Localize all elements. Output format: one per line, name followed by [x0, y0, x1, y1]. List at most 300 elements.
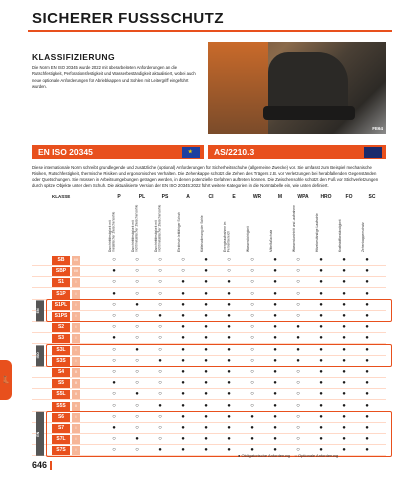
optional-dot-icon: ○	[158, 425, 162, 431]
mandatory-dot-icon: ●	[342, 313, 346, 319]
mandatory-dot-icon: ●	[273, 257, 277, 263]
mandatory-dot-icon: ●	[135, 436, 139, 443]
mandatory-dot-icon: ●	[238, 453, 241, 458]
mandatory-dot-icon: ●	[365, 301, 369, 308]
mandatory-dot-icon: ●	[319, 290, 323, 297]
mandatory-dot-icon: ●	[296, 346, 300, 353]
mandatory-dot-icon: ●	[319, 380, 323, 387]
mandatory-dot-icon: ●	[112, 290, 116, 297]
optional-dot-icon: ○	[296, 436, 300, 443]
column-code-e: E	[232, 194, 236, 200]
mandatory-dot-icon: ●	[227, 413, 231, 420]
side-strip	[0, 0, 22, 480]
mandatory-dot-icon: ●	[204, 301, 208, 308]
mandatory-dot-icon: ●	[158, 357, 162, 364]
mandatory-dot-icon: ●	[342, 335, 346, 342]
mandatory-dot-icon: ●	[181, 369, 185, 375]
mandatory-dot-icon: ●	[204, 290, 208, 297]
optional-dot-icon: ○	[250, 290, 254, 297]
mandatory-dot-icon: ●	[227, 290, 231, 297]
optional-dot-icon: ○	[294, 453, 297, 458]
mandatory-dot-icon: ●	[181, 436, 185, 443]
mandatory-dot-icon: ●	[365, 413, 369, 420]
banner-en-iso	[32, 145, 204, 159]
page	[28, 0, 392, 480]
side-tab[interactable]	[0, 360, 12, 400]
mandatory-dot-icon: ●	[181, 391, 185, 398]
sole-image	[263, 106, 355, 120]
optional-dot-icon: ○	[250, 335, 254, 342]
mandatory-dot-icon: ●	[319, 425, 323, 431]
optional-dot-icon: ○	[135, 425, 139, 431]
mandatory-dot-icon: ●	[273, 279, 277, 286]
optional-dot-icon: ○	[296, 369, 300, 375]
optional-dot-icon: ○	[112, 313, 116, 319]
optional-dot-icon: ○	[112, 301, 116, 308]
mandatory-dot-icon: ●	[181, 290, 185, 297]
boot-icon: 👢	[1, 377, 11, 384]
legend-mandatory: Obligatorische Anforderung	[241, 453, 291, 458]
mandatory-dot-icon: ●	[204, 324, 208, 331]
mandatory-dot-icon: ●	[365, 313, 369, 319]
optional-dot-icon: ○	[112, 436, 116, 443]
mandatory-dot-icon: ●	[181, 413, 185, 420]
optional-dot-icon: ○	[296, 268, 300, 275]
optional-dot-icon: ○	[158, 346, 162, 353]
banner-as-label: AS/2210.3	[214, 147, 255, 157]
optional-dot-icon: ○	[250, 257, 254, 263]
mandatory-dot-icon: ●	[273, 313, 277, 319]
optional-dot-icon: ○	[135, 335, 139, 342]
mandatory-dot-icon: ●	[365, 268, 369, 275]
row-label: S4	[52, 368, 70, 377]
mandatory-dot-icon: ●	[273, 335, 277, 342]
column-code-fo: FO	[345, 194, 353, 200]
intro-text: Diese internationale Norm schreibt grundlegende und zusätzliche (optional) Anforderungen für Sicherheitsschuhe (allgemeine Zwecke) vor. Sie umfasst zum Beispiel mechanische Risiken, Rutschfestigkeit, thermische Risiken und ergonomisches Verhalten. Die Zehenkappe schützt die Zehen des Trägers z.B. vor Verletzungen bei herabfallenden Gegenständen oder Quetschungen. Sie müssen in Arbeitsumgebungen getragen werden, in denen potenzielle Gefahren auftreten können. Die Zwischensohle schützt den Fuß vor Stichverletzungen durch spitze Objekte unter dem Schuh. Die aktualisierte Version der EN ISO 20345:2022 führt weitere Kategorien in die Normtabelle ein, wie unten definiert.	[32, 165, 379, 189]
mandatory-dot-icon: ●	[342, 402, 346, 409]
row-group-outline	[46, 299, 392, 322]
mandatory-dot-icon: ●	[227, 425, 231, 431]
column-code-wr: WR	[252, 194, 262, 200]
column-desc-fo: Kraftstoffbeständigkeit	[338, 219, 342, 252]
optional-dot-icon: ○	[296, 290, 300, 297]
klasse-label: KLASSE	[52, 194, 71, 199]
row-label: S7	[52, 424, 70, 433]
mandatory-dot-icon: ●	[227, 402, 231, 409]
mandatory-dot-icon: ●	[204, 380, 208, 387]
mandatory-dot-icon: ●	[365, 447, 369, 454]
optional-dot-icon: ○	[135, 279, 139, 286]
mandatory-dot-icon: ●	[342, 369, 346, 375]
row-category: I	[72, 413, 80, 422]
page-number: 646	[32, 460, 48, 470]
mandatory-dot-icon: ●	[342, 436, 346, 443]
optional-dot-icon: ○	[250, 391, 254, 398]
optional-dot-icon: ○	[250, 268, 254, 275]
optional-dot-icon: ○	[135, 324, 139, 331]
mandatory-dot-icon: ●	[365, 380, 369, 387]
row-category: I/II	[72, 267, 80, 276]
mandatory-dot-icon: ●	[365, 357, 369, 364]
mandatory-dot-icon: ●	[135, 346, 139, 353]
optional-dot-icon: ○	[296, 380, 300, 387]
mandatory-dot-icon: ●	[342, 357, 346, 364]
optional-dot-icon: ○	[158, 380, 162, 387]
column-code-a: A	[186, 194, 190, 200]
mandatory-dot-icon: ●	[158, 402, 162, 409]
row-label: S1PS	[52, 312, 70, 321]
optional-dot-icon: ○	[112, 447, 116, 454]
optional-dot-icon: ○	[135, 357, 139, 364]
row-category: I	[72, 446, 80, 455]
optional-dot-icon: ○	[135, 447, 139, 454]
table-row	[32, 378, 386, 389]
mandatory-dot-icon: ●	[112, 425, 116, 431]
row-category: I	[72, 278, 80, 287]
row-label: SB	[52, 256, 70, 265]
column-desc-sc: Zehenkappenschutz	[361, 222, 365, 252]
mandatory-dot-icon: ●	[319, 335, 323, 342]
mandatory-dot-icon: ●	[135, 301, 139, 308]
optional-dot-icon: ○	[181, 257, 185, 263]
boot-image	[268, 52, 348, 112]
row-label: S1PL	[52, 301, 70, 310]
column-code-m: M	[277, 194, 283, 200]
row-label: S1P	[52, 290, 70, 299]
row-group-label: EN	[36, 412, 44, 456]
mandatory-dot-icon: ●	[296, 357, 300, 364]
row-category: I	[72, 290, 80, 299]
optional-dot-icon: ○	[296, 425, 300, 431]
column-desc-pl: Durchtrittfestigkeit mit nichtmetallischer Zwischensohle	[131, 204, 139, 252]
mandatory-dot-icon: ●	[273, 369, 277, 375]
row-label: S3S	[52, 357, 70, 366]
mandatory-dot-icon: ●	[365, 369, 369, 375]
row-label: SBP	[52, 267, 70, 276]
column-desc-wpa: Wasserdurchtritt und -aufnahme	[292, 205, 296, 252]
optional-dot-icon: ○	[296, 313, 300, 319]
mandatory-dot-icon: ●	[273, 301, 277, 308]
optional-dot-icon: ○	[158, 436, 162, 443]
optional-dot-icon: ○	[158, 335, 162, 342]
mandatory-dot-icon: ●	[365, 425, 369, 431]
row-category: I	[72, 301, 80, 310]
optional-dot-icon: ○	[158, 257, 162, 263]
mandatory-dot-icon: ●	[181, 335, 185, 342]
optional-dot-icon: ○	[112, 369, 116, 375]
optional-dot-icon: ○	[296, 447, 300, 454]
optional-dot-icon: ○	[112, 413, 116, 420]
column-code-pl: PL	[138, 194, 146, 200]
mandatory-dot-icon: ●	[319, 268, 323, 275]
optional-dot-icon: ○	[250, 279, 254, 286]
mandatory-dot-icon: ●	[204, 346, 208, 353]
table-header	[32, 192, 386, 254]
mandatory-dot-icon: ●	[365, 335, 369, 342]
optional-dot-icon: ○	[135, 402, 139, 409]
column-desc-p: Durchtrittfestigkeit mit metallischer Zwischensohle	[108, 211, 116, 252]
mandatory-dot-icon: ●	[227, 313, 231, 319]
optional-dot-icon: ○	[135, 380, 139, 387]
column-desc-ps: Durchtrittfestigkeit mit nichtmetallischer Zwischensohle	[154, 204, 162, 252]
optional-dot-icon: ○	[135, 268, 139, 275]
mandatory-dot-icon: ●	[204, 335, 208, 342]
mandatory-dot-icon: ●	[227, 447, 231, 454]
mandatory-dot-icon: ●	[365, 346, 369, 353]
column-desc-m: Mittelfußschutz	[269, 229, 273, 252]
mandatory-dot-icon: ●	[365, 257, 369, 263]
mandatory-dot-icon: ●	[204, 447, 208, 454]
column-desc-wr: Wasserdichtigkeit	[246, 226, 250, 252]
column-code-hro: HRO	[320, 194, 332, 200]
table-row	[32, 289, 386, 300]
optional-dot-icon: ○	[135, 257, 139, 263]
row-label: S5	[52, 379, 70, 388]
mandatory-dot-icon: ●	[112, 268, 116, 275]
mandatory-dot-icon: ●	[204, 279, 208, 286]
optional-dot-icon: ○	[296, 391, 300, 398]
optional-dot-icon: ○	[250, 313, 254, 319]
mandatory-dot-icon: ●	[227, 380, 231, 387]
mandatory-dot-icon: ●	[227, 391, 231, 398]
mandatory-dot-icon: ●	[227, 324, 231, 331]
optional-dot-icon: ○	[250, 346, 254, 353]
mandatory-dot-icon: ●	[181, 447, 185, 454]
mandatory-dot-icon: ●	[273, 413, 277, 420]
optional-dot-icon: ○	[181, 268, 185, 275]
table-row	[32, 322, 386, 333]
row-group-outline	[46, 344, 392, 367]
mandatory-dot-icon: ●	[181, 301, 185, 308]
optional-dot-icon: ○	[250, 380, 254, 387]
row-label: S5L	[52, 390, 70, 399]
row-group-outline	[46, 411, 392, 457]
mandatory-dot-icon: ●	[227, 335, 231, 342]
legend	[238, 453, 338, 458]
mandatory-dot-icon: ●	[273, 346, 277, 353]
mandatory-dot-icon: ●	[181, 279, 185, 286]
column-code-sc: SC	[368, 194, 376, 200]
optional-dot-icon: ○	[296, 279, 300, 286]
mandatory-dot-icon: ●	[204, 268, 208, 275]
optional-dot-icon: ○	[158, 290, 162, 297]
row-category: I/II	[72, 256, 80, 265]
mandatory-dot-icon: ●	[204, 391, 208, 398]
row-label: S3L	[52, 346, 70, 355]
optional-dot-icon: ○	[250, 369, 254, 375]
mandatory-dot-icon: ●	[342, 425, 346, 431]
mandatory-dot-icon: ●	[319, 447, 323, 454]
mandatory-dot-icon: ●	[365, 391, 369, 398]
row-category: I	[72, 323, 80, 332]
mandatory-dot-icon: ●	[227, 301, 231, 308]
mandatory-dot-icon: ●	[204, 436, 208, 443]
mandatory-dot-icon: ●	[365, 279, 369, 286]
mandatory-dot-icon: ●	[342, 301, 346, 308]
mandatory-dot-icon: ●	[319, 301, 323, 308]
row-category: I	[72, 312, 80, 321]
optional-dot-icon: ○	[158, 324, 162, 331]
row-label: S7S	[52, 446, 70, 455]
column-desc-e: Energieaufnahme im Fersenbereich	[223, 221, 231, 252]
mandatory-dot-icon: ●	[204, 357, 208, 364]
mandatory-dot-icon: ●	[273, 436, 277, 443]
mandatory-dot-icon: ●	[250, 413, 254, 420]
mandatory-dot-icon: ●	[204, 369, 208, 375]
mandatory-dot-icon: ●	[204, 313, 208, 319]
optional-dot-icon: ○	[158, 279, 162, 286]
mandatory-dot-icon: ●	[319, 391, 323, 398]
mandatory-dot-icon: ●	[181, 380, 185, 387]
mandatory-dot-icon: ●	[342, 290, 346, 297]
mandatory-dot-icon: ●	[135, 391, 139, 398]
mandatory-dot-icon: ●	[365, 436, 369, 443]
optional-dot-icon: ○	[158, 369, 162, 375]
column-code-p: P	[117, 194, 121, 200]
optional-dot-icon: ○	[112, 402, 116, 409]
row-group-label: ISO	[36, 345, 44, 366]
banner-en-iso-label: EN ISO 20345	[38, 147, 93, 157]
page-number-bar	[50, 461, 52, 470]
row-group-label: EN	[36, 300, 44, 321]
row-category: I	[72, 357, 80, 366]
mandatory-dot-icon: ●	[319, 369, 323, 375]
mandatory-dot-icon: ●	[181, 346, 185, 353]
mandatory-dot-icon: ●	[158, 313, 162, 319]
mandatory-dot-icon: ●	[227, 357, 231, 364]
mandatory-dot-icon: ●	[342, 413, 346, 420]
table-row	[32, 277, 386, 288]
column-desc-hro: Hitzebeständige Laufsohle	[315, 213, 319, 252]
column-code-ci: CI	[208, 194, 214, 200]
optional-dot-icon: ○	[158, 268, 162, 275]
optional-dot-icon: ○	[112, 257, 116, 263]
mandatory-dot-icon: ●	[273, 425, 277, 431]
mandatory-dot-icon: ●	[319, 324, 323, 331]
row-label: S2	[52, 323, 70, 332]
mandatory-dot-icon: ●	[342, 346, 346, 353]
mandatory-dot-icon: ●	[296, 324, 300, 331]
optional-dot-icon: ○	[250, 324, 254, 331]
optional-dot-icon: ○	[250, 357, 254, 364]
mandatory-dot-icon: ●	[227, 369, 231, 375]
table-row	[32, 389, 386, 400]
mandatory-dot-icon: ●	[319, 402, 323, 409]
optional-dot-icon: ○	[296, 413, 300, 420]
row-category: I	[72, 424, 80, 433]
row-category: II	[72, 368, 80, 377]
optional-dot-icon: ○	[135, 413, 139, 420]
row-category: II	[72, 390, 80, 399]
mandatory-dot-icon: ●	[342, 257, 346, 263]
photo-code: FE64	[372, 126, 383, 131]
row-category: I	[72, 346, 80, 355]
optional-dot-icon: ○	[112, 391, 116, 398]
mandatory-dot-icon: ●	[342, 391, 346, 398]
mandatory-dot-icon: ●	[365, 290, 369, 297]
mandatory-dot-icon: ●	[342, 447, 346, 454]
mandatory-dot-icon: ●	[273, 447, 277, 454]
row-category: II	[72, 379, 80, 388]
mandatory-dot-icon: ●	[112, 335, 116, 342]
mandatory-dot-icon: ●	[250, 447, 254, 454]
mandatory-dot-icon: ●	[319, 357, 323, 364]
page-title: SICHERER FUSSSCHUTZ	[32, 10, 225, 27]
table-row	[32, 333, 386, 344]
mandatory-dot-icon: ●	[342, 279, 346, 286]
mandatory-dot-icon: ●	[319, 413, 323, 420]
mandatory-dot-icon: ●	[319, 257, 323, 263]
mandatory-dot-icon: ●	[181, 313, 185, 319]
mandatory-dot-icon: ●	[342, 380, 346, 387]
optional-dot-icon: ○	[250, 301, 254, 308]
mandatory-dot-icon: ●	[181, 357, 185, 364]
mandatory-dot-icon: ●	[319, 346, 323, 353]
optional-dot-icon: ○	[135, 313, 139, 319]
optional-dot-icon: ○	[296, 257, 300, 263]
mandatory-dot-icon: ●	[204, 402, 208, 409]
australia-flag-icon	[364, 147, 382, 158]
row-label: S3	[52, 334, 70, 343]
mandatory-dot-icon: ●	[273, 402, 277, 409]
row-label: S1	[52, 278, 70, 287]
mandatory-dot-icon: ●	[250, 436, 254, 443]
mandatory-dot-icon: ●	[204, 413, 208, 420]
mandatory-dot-icon: ●	[227, 279, 231, 286]
klassifizierung-text: Die Norm EN ISO 20345 wurde 2022 mit überarbeiteten Anforderungen an die Rutschfestigkeit, Perforationsfestigkeit und Wasserbeständigkeit aktualisiert, wobei auch neue optionale Anforderungen für Abriebkappen und Sohlen mit Leitergriff eingeführt wurden.	[32, 65, 196, 90]
mandatory-dot-icon: ●	[227, 436, 231, 443]
table-row	[32, 367, 386, 378]
mandatory-dot-icon: ●	[273, 290, 277, 297]
mandatory-dot-icon: ●	[342, 268, 346, 275]
optional-dot-icon: ○	[296, 402, 300, 409]
optional-dot-icon: ○	[135, 369, 139, 375]
mandatory-dot-icon: ●	[365, 402, 369, 409]
table-row	[32, 401, 386, 412]
mandatory-dot-icon: ●	[365, 324, 369, 331]
mandatory-dot-icon: ●	[112, 380, 116, 387]
table-row	[32, 266, 386, 277]
optional-dot-icon: ○	[112, 357, 116, 364]
row-label: S6	[52, 413, 70, 422]
photo-background	[208, 42, 268, 134]
mandatory-dot-icon: ●	[204, 425, 208, 431]
mandatory-dot-icon: ●	[273, 391, 277, 398]
mandatory-dot-icon: ●	[250, 425, 254, 431]
optional-dot-icon: ○	[112, 324, 116, 331]
column-code-ps: PS	[161, 194, 169, 200]
column-desc-ci: Kälteisolierung der Sohle	[200, 215, 204, 252]
page-number-block	[32, 460, 52, 470]
title-rule	[28, 30, 392, 32]
mandatory-dot-icon: ●	[342, 324, 346, 331]
optional-dot-icon: ○	[250, 402, 254, 409]
optional-dot-icon: ○	[158, 391, 162, 398]
row-category: I	[72, 435, 80, 444]
optional-dot-icon: ○	[112, 279, 116, 286]
mandatory-dot-icon: ●	[319, 279, 323, 286]
mandatory-dot-icon: ●	[273, 268, 277, 275]
mandatory-dot-icon: ●	[319, 436, 323, 443]
mandatory-dot-icon: ●	[158, 447, 162, 454]
optional-dot-icon: ○	[227, 257, 231, 263]
mandatory-dot-icon: ●	[204, 257, 208, 263]
optional-dot-icon: ○	[112, 346, 116, 353]
optional-dot-icon: ○	[135, 290, 139, 297]
klassifizierung-title: KLASSIFIZIERUNG	[32, 52, 115, 62]
mandatory-dot-icon: ●	[319, 313, 323, 319]
optional-dot-icon: ○	[227, 268, 231, 275]
